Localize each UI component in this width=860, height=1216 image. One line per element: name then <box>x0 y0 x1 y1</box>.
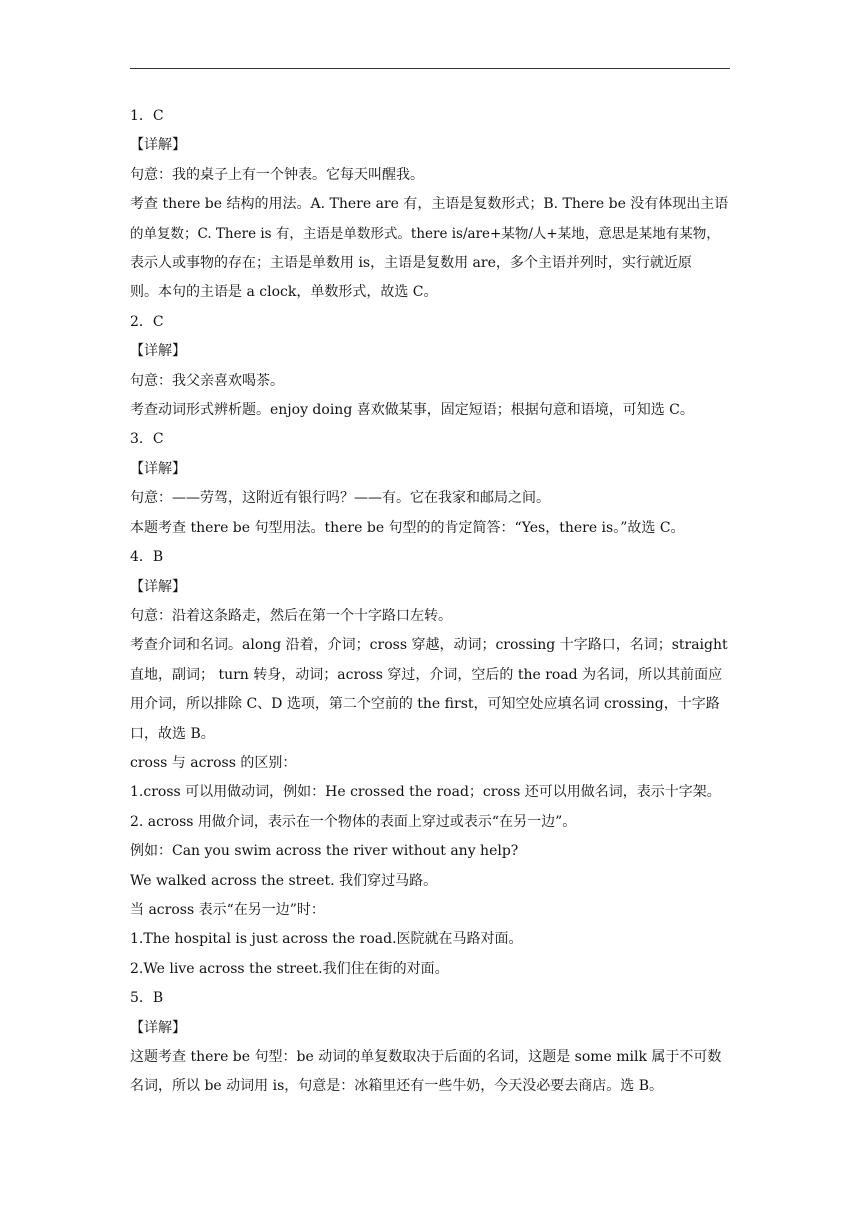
explanation-line: 句意：我父亲喜欢喝茶。 <box>130 372 284 389</box>
explanation-tag: 【详解】 <box>130 578 186 595</box>
explanation-line: 考查介词和名词。along 沿着，介词；cross 穿越，动词；crossing 十字路口，名词；straight <box>130 637 728 654</box>
explanation-line: 1.The hospital is just across the road.医院就在马路对面。 <box>130 931 523 948</box>
answer-item <box>130 425 730 543</box>
answer-item <box>130 543 730 984</box>
answer-content <box>130 102 730 1102</box>
explanation-line: 用介词，所以排除 C、D 选项，第二个空前的 the first，可知空处应填名词 crossing，十字路 <box>130 696 720 713</box>
explanation-line: 考查动词形式辨析题。enjoy doing 喜欢做某事，固定短语；根据句意和语境，可知选 C。 <box>130 402 694 419</box>
explanation-line: 直地，副词； turn 转身，动词；across 穿过，介词，空后的 the road 为名词，所以其前面应 <box>130 666 723 683</box>
explanation-line: 句意：——劳驾，这附近有银行吗？——有。它在我家和邮局之间。 <box>130 490 550 507</box>
explanation-tag: 【详解】 <box>130 137 186 154</box>
answer-item <box>130 102 730 308</box>
answer-number: 4．B <box>130 549 164 566</box>
explanation-line: 本题考查 there be 句型用法。there be 句型的的肯定简答：“Yes，there is。”故选 C。 <box>130 519 685 536</box>
answer-number: 3．C <box>130 431 164 448</box>
explanation-tag: 【详解】 <box>130 460 186 477</box>
explanation-line: 2. across 用做介词，表示在一个物体的表面上穿过或表示“在另一边”。 <box>130 813 577 830</box>
answer-number: 1．C <box>130 108 164 124</box>
explanation-line: 2.We live across the street.我们住在街的对面。 <box>130 960 449 977</box>
explanation-line: 名词，所以 be 动词用 is，句意是：冰箱里还有一些牛奶，今天没必要去商店。选 B。 <box>130 1078 663 1095</box>
explanation-line: 考查 there be 结构的用法。A. There are 有，主语是复数形式；B. There be 没有体现出主语 <box>130 196 729 213</box>
answer-number: 2．C <box>130 313 164 330</box>
answer-item <box>130 308 730 426</box>
explanation-line: We walked across the street. 我们穿过马路。 <box>130 872 438 889</box>
explanation-line: 表示人或事物的存在；主语是单数用 is，主语是复数用 are，多个主语并列时，实行就近原 <box>130 255 692 272</box>
answer-item <box>130 984 730 1102</box>
explanation-line: 当 across 表示“在另一边”时： <box>130 901 325 918</box>
explanation-line: cross 与 across 的区别： <box>130 754 297 771</box>
explanation-line: 句意：沿着这条路走，然后在第一个十字路口左转。 <box>130 607 452 624</box>
explanation-line: 口，故选 B。 <box>130 725 215 742</box>
explanation-line: 1.cross 可以用做动词，例如：He crossed the road；cross 还可以用做名词，表示十字架。 <box>130 784 721 801</box>
explanation-line: 这题考查 there be 句型：be 动词的单复数取决于后面的名词，这题是 some milk 属于不可数 <box>130 1049 722 1065</box>
explanation-line: 则。本句的主语是 a clock，单数形式，故选 C。 <box>130 284 438 301</box>
explanation-line: 的单复数；C. There is 有，主语是单数形式。there is/are+某物/人+某地，意思是某地有某物， <box>130 225 720 242</box>
explanation-tag: 【详解】 <box>130 343 186 360</box>
header-rule <box>130 68 730 69</box>
explanation-tag: 【详解】 <box>130 1019 186 1036</box>
explanation-line: 句意：我的桌子上有一个钟表。它每天叫醒我。 <box>130 166 424 183</box>
answer-number: 5．B <box>130 990 164 1007</box>
explanation-line: 例如：Can you swim across the river without any help? <box>130 843 519 860</box>
